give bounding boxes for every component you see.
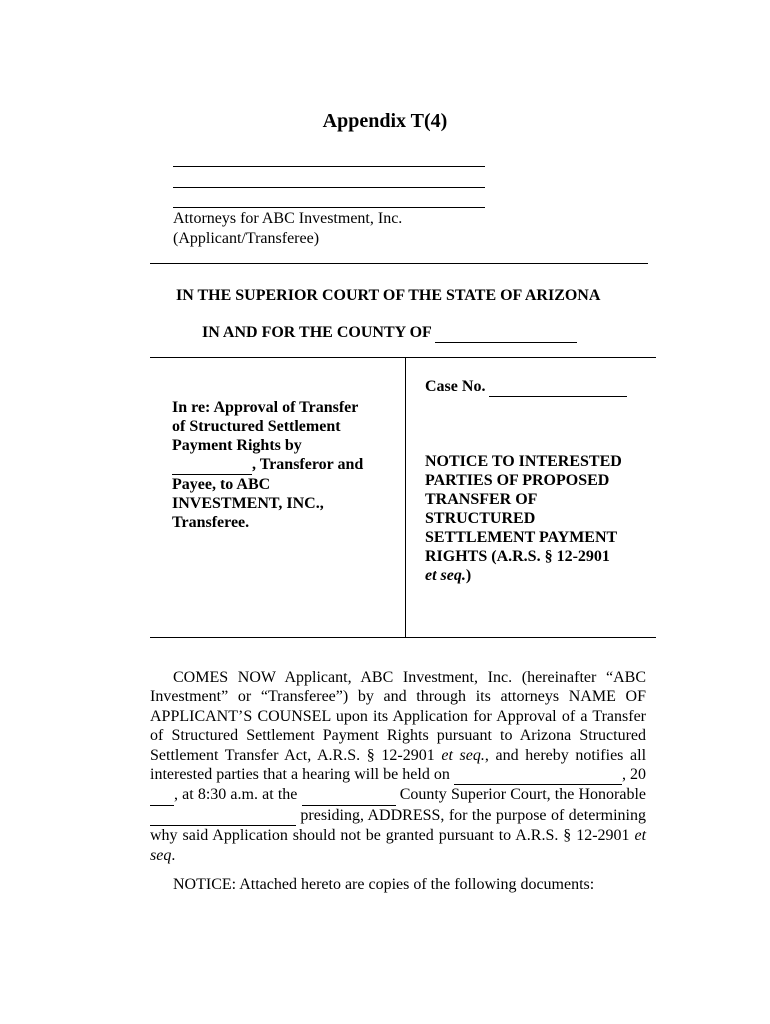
attorney-block — [173, 209, 402, 249]
caption-divider — [405, 357, 406, 637]
page-title: Appendix T(4) — [322, 110, 448, 132]
attorney-firm-blank — [173, 187, 485, 188]
caption-line-3: Payment Rights by — [172, 437, 302, 454]
caption-line-6: INVESTMENT, INC., — [172, 495, 324, 512]
caption-bottom-rule — [150, 637, 656, 638]
case-number-blank — [489, 378, 627, 397]
header-divider — [150, 263, 648, 264]
attorney-name-blank — [173, 166, 485, 167]
case-caption — [172, 398, 397, 532]
caption-line-5: Payee, to ABC — [172, 476, 271, 493]
caption-top-rule — [150, 357, 656, 358]
caption-line-4: , Transferor and — [172, 455, 397, 475]
judge-blank — [150, 806, 296, 826]
county-label: IN AND FOR THE COUNTY OF — [202, 324, 432, 341]
caption-line-1: In re: Approval of Transfer — [172, 399, 359, 416]
county-court-blank — [302, 785, 396, 805]
attorney-line-1: Attorneys for ABC Investment, Inc. — [173, 210, 403, 227]
notice-title: NOTICE TO INTERESTED PARTIES OF PROPOSED TRANSFER OF STRUCTURED SETTLEMENT PAYMENT RIGHTS (A.R.S. § 12-2901 et seq.) — [425, 453, 622, 584]
case-number-label: Case No. — [425, 378, 486, 395]
notice-documents: NOTICE: Attached hereto are copies of the following documents: — [173, 876, 595, 893]
transferor-blank — [172, 455, 252, 475]
case-number — [425, 378, 627, 397]
attorney-line-2: (Applicant/Transferee) — [173, 230, 320, 247]
caption-line-2: of Structured Settlement — [172, 418, 341, 435]
court-name: IN THE SUPERIOR COURT OF THE STATE OF ARIZONA — [176, 287, 601, 304]
county-line — [202, 324, 577, 343]
attorney-address-blank — [173, 207, 485, 208]
body-paragraph: COMES NOW Applicant, ABC Investment, Inc. (hereinafter “ABC Investment” or “Transferee”) by and through its attorneys NAME OF APPLICANT’S COUNSEL upon its Application for Approval of a Transfer of Structured Settlement Payment Rights pursuant to Arizona Structured Settlement Transfer Act, A.R.S. § 12-2901 et seq., and hereby notifies all interested parties that a hearing will be held on , 20 , at 8:30 a.m. at the County Superior Court, the Honorable presiding, ADDRESS, for the purpose of determining why said Application should not be granted pursuant to A.R.S. § 12-2901 et seq. — [150, 669, 647, 864]
county-blank — [435, 324, 577, 343]
caption-line-7: Transferee. — [172, 514, 250, 531]
hearing-year-blank — [150, 785, 174, 805]
hearing-date-blank — [454, 765, 622, 785]
